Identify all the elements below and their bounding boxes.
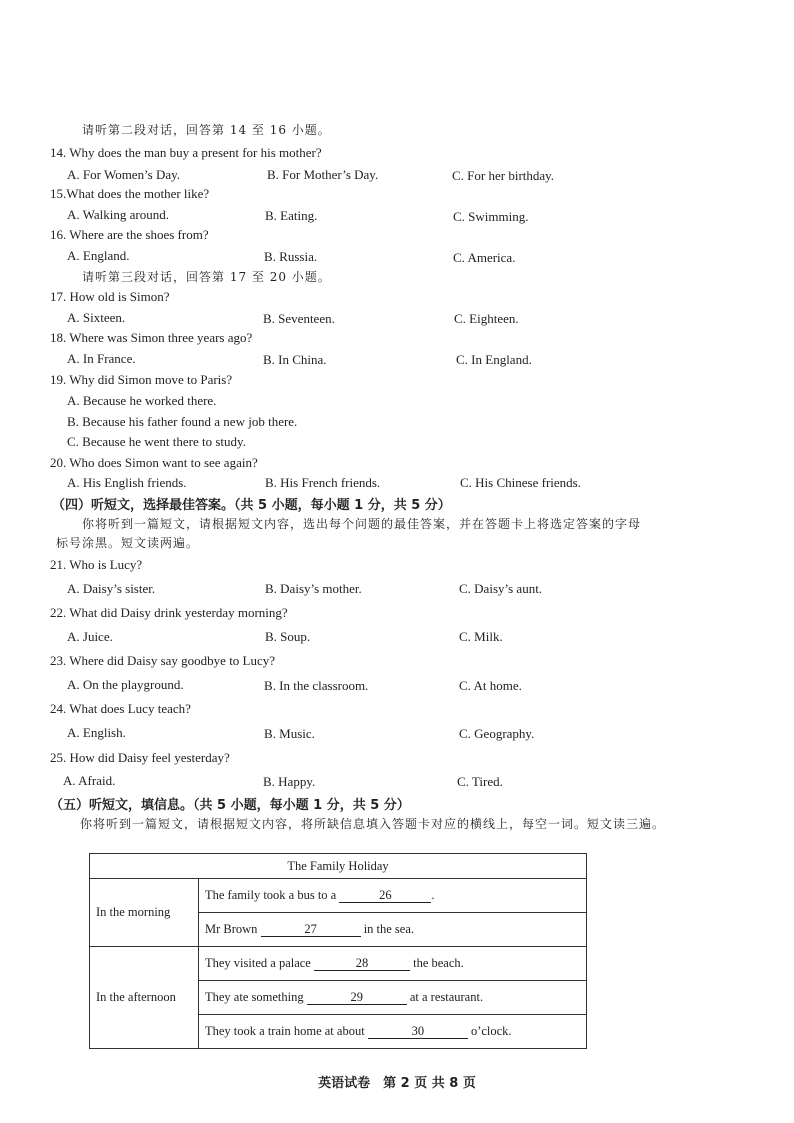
page-footer: 英语试卷 第 2 页 共 8 页 [318, 1076, 476, 1091]
blank-27[interactable]: 27 [261, 922, 361, 937]
option-18-b: B. In China. [263, 352, 327, 367]
section-5-instruction: 你将听到一篇短文，请根据短文内容，将所缺信息填入答题卡对应的横线上，每空一词。短文读三遍。 [80, 817, 666, 831]
blank-26[interactable]: 26 [339, 888, 431, 903]
table-row-28: They visited a palace 28 the beach. [199, 947, 587, 981]
question-21: 21. Who is Lucy? [50, 557, 143, 572]
option-17-c: C. Eighteen. [454, 311, 519, 326]
section-4-instruction-line2: 标号涂黑。短文读两遍。 [56, 536, 200, 550]
option-23-b: B. In the classroom. [264, 678, 369, 693]
option-16-a: A. England. [67, 248, 130, 263]
question-16: 16. Where are the shoes from? [50, 227, 209, 242]
option-16-b: B. Russia. [264, 249, 318, 264]
option-16-c: C. America. [453, 250, 516, 265]
table-row-27: Mr Brown 27 in the sea. [199, 913, 587, 947]
option-15-c: C. Swimming. [453, 209, 529, 224]
option-21-a: A. Daisy’s sister. [67, 581, 156, 596]
question-20: 20. Who does Simon want to see again? [50, 455, 258, 470]
option-24-c: C. Geography. [459, 726, 535, 741]
option-23-c: C. At home. [459, 678, 522, 693]
option-18-a: A. In France. [67, 351, 136, 366]
question-18: 18. Where was Simon three years ago? [50, 330, 253, 345]
morning-label: In the morning [90, 879, 199, 947]
option-14-c: C. For her birthday. [452, 168, 555, 183]
question-24: 24. What does Lucy teach? [50, 701, 191, 716]
option-25-c: C. Tired. [457, 774, 503, 789]
option-20-c: C. His Chinese friends. [460, 475, 581, 490]
table-row-26: The family took a bus to a 26 . [199, 879, 587, 913]
option-20-b: B. His French friends. [265, 475, 381, 490]
blank-30[interactable]: 30 [368, 1024, 468, 1039]
option-22-b: B. Soup. [265, 629, 311, 644]
option-23-a: A. On the playground. [67, 677, 184, 692]
blank-28[interactable]: 28 [314, 956, 410, 971]
option-22-a: A. Juice. [67, 629, 113, 644]
instruction-dialogue-3: 请听第三段对话，回答第 17 至 20 小题。 [82, 270, 331, 284]
option-17-b: B. Seventeen. [263, 311, 335, 326]
question-14: 14. Why does the man buy a present for his mother? [50, 145, 322, 160]
question-15: 15.What does the mother like? [50, 186, 210, 201]
question-23: 23. Where did Daisy say goodbye to Lucy? [50, 653, 276, 668]
option-19-b: B. Because his father found a new job there. [67, 414, 298, 429]
family-holiday-table [89, 853, 587, 1049]
option-24-b: B. Music. [264, 726, 315, 741]
option-22-c: C. Milk. [459, 629, 503, 644]
instruction-dialogue-2: 请听第二段对话，回答第 14 至 16 小题。 [82, 123, 331, 137]
option-25-a: A. Afraid. [63, 773, 116, 788]
option-15-b: B. Eating. [265, 208, 318, 223]
option-15-a: A. Walking around. [67, 207, 169, 222]
option-25-b: B. Happy. [263, 774, 316, 789]
option-19-a: A. Because he worked there. [67, 393, 217, 408]
question-22: 22. What did Daisy drink yesterday morning? [50, 605, 288, 620]
option-21-c: C. Daisy’s aunt. [459, 581, 543, 596]
option-20-a: A. His English friends. [67, 475, 187, 490]
table-row-29: They ate something 29 at a restaurant. [199, 981, 587, 1015]
section-4-instruction-line1: 你将听到一篇短文，请根据短文内容，选出每个问题的最佳答案，并在答题卡上将选定答案的字母 [82, 517, 642, 531]
question-19: 19. Why did Simon move to Paris? [50, 372, 233, 387]
section-4-heading: （四）听短文，选择最佳答案。（共 5 小题，每小题 1 分，共 5 分） [52, 498, 451, 513]
option-19-c: C. Because he went there to study. [67, 434, 246, 449]
option-18-c: C. In England. [456, 352, 532, 367]
section-5-heading: （五）听短文，填信息。（共 5 小题，每小题 1 分，共 5 分） [50, 798, 410, 813]
option-21-b: B. Daisy’s mother. [265, 581, 362, 596]
option-14-a: A. For Women’s Day. [67, 167, 181, 182]
option-17-a: A. Sixteen. [67, 310, 126, 325]
option-24-a: A. English. [67, 725, 126, 740]
table-title: The Family Holiday [90, 854, 587, 879]
question-17: 17. How old is Simon? [50, 289, 170, 304]
table-row-30: They took a train home at about 30 o’clock. [199, 1015, 587, 1049]
question-25: 25. How did Daisy feel yesterday? [50, 750, 230, 765]
afternoon-label: In the afternoon [90, 947, 199, 1049]
option-14-b: B. For Mother’s Day. [267, 167, 379, 182]
blank-29[interactable]: 29 [307, 990, 407, 1005]
